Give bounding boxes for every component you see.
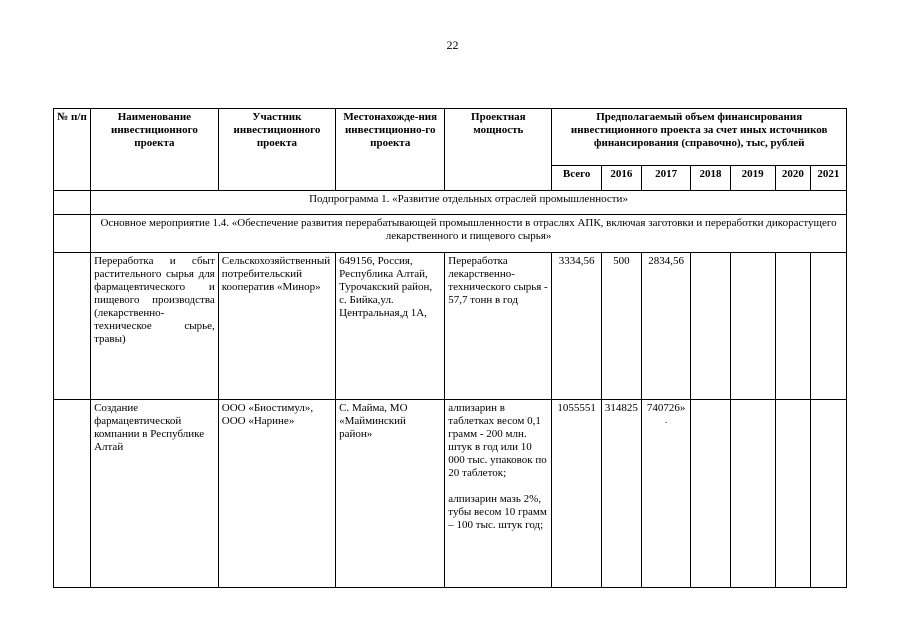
project-location: 649156, Россия, Республика Алтай, Турочакский район, с. Бийка,ул. Центральная,д 1А, [336,253,445,400]
project-capacity: Переработка лекарственно-технического сырья - 57,7 тонн в год [445,253,552,400]
funding-2017 [641,400,690,588]
funding-2021 [810,253,846,400]
header-year-2021: 2021 [810,166,846,191]
capacity-gap [448,480,548,493]
row-num [54,253,91,400]
table-row [54,400,847,588]
funding-2016: 314825 [601,400,641,588]
header-location: Местонахожде-ния инвестиционно-го проекта [336,109,445,191]
funding-2019 [730,253,775,400]
header-year-2018: 2018 [691,166,730,191]
header-total: Всего [552,166,601,191]
funding-2018 [691,400,730,588]
project-participant: ООО «Биостимул», ООО «Нарине» [218,400,335,588]
main-event-num-cell [54,215,91,253]
header-year-2019: 2019 [730,166,775,191]
funding-total: 3334,56 [552,253,601,400]
header-participant: Участник инвестиционного проекта [218,109,335,191]
funding-2019 [730,400,775,588]
project-name: Переработка и сбыт растительного сырья для фармацевтического и пищевого производства (лекарственно-техническое сырье, травы) [91,253,219,400]
funding-2017: 2834,56 [641,253,690,400]
subprogram-row [54,191,847,215]
header-funding: Предполагаемый объем финансирования инвестиционного проекта за счет иных источников финансирования (справочно), тыс, рублей [552,109,847,166]
header-capacity: Проектная мощность [445,109,552,191]
project-capacity [445,400,552,588]
project-location: С. Майма, МО «Майминский район» [336,400,445,588]
main-event-row [54,215,847,253]
funding-2016: 500 [601,253,641,400]
row-num [54,400,91,588]
funding-total: 1055551 [552,400,601,588]
header-year-2016: 2016 [601,166,641,191]
funding-2017-mark: . [665,415,668,425]
capacity-ointment: алпизарин мазь 2%, тубы весом 10 грамм – 100 тыс. штук год; [448,493,547,531]
header-year-2020: 2020 [775,166,810,191]
main-event-title: Основное мероприятие 1.4. «Обеспечение развития перерабатывающей промышленности в отраслях АПК, включая заготовки и переработки дикорастущего лекарственного и пищевого сырья» [91,215,847,253]
header-num: № п/п [54,109,91,191]
funding-2018 [691,253,730,400]
page-number: 22 [446,38,459,52]
funding-2021 [810,400,846,588]
header-row-1 [54,109,847,166]
subprogram-num-cell [54,191,91,215]
funding-2017-value: 740726» [646,402,686,414]
header-project-name: Наименование инвестиционного проекта [91,109,219,191]
funding-2020 [775,253,810,400]
table-row [54,253,847,400]
capacity-tablets: алпизарин в таблетках весом 0,1 грамм - 200 млн. штук в год или 10 000 тыс. упаковок по 20 таблеток; [448,402,547,479]
project-name: Создание фармацевтической компании в Республике Алтай [91,400,219,588]
header-year-2017: 2017 [641,166,690,191]
funding-2020 [775,400,810,588]
subprogram-title: Подпрограмма 1. «Развитие отдельных отраслей промышленности» [91,191,847,215]
investment-projects-table [53,108,847,588]
project-participant: Сельскохозяйственный потребительский кооператив «Минор» [218,253,335,400]
